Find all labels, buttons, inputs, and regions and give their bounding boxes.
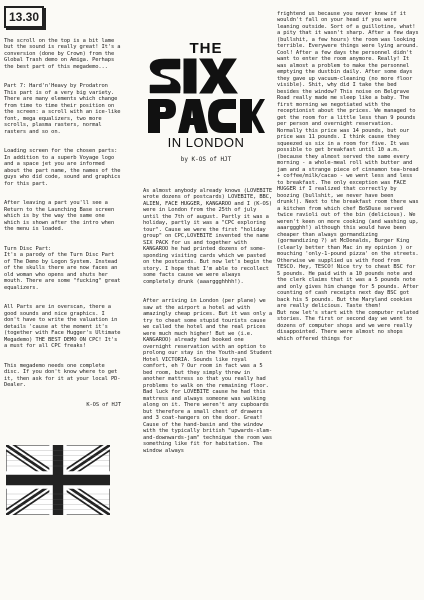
- byline: by K-OS of HJT: [180, 156, 232, 163]
- paragraph: After leaving a part you'll see a Return to the Launching Base screen which is by the way the same one which is shown after the intro when the menu is loaded.: [4, 200, 115, 232]
- paragraph: Part 7: Hard'n'Heavy by Prodatron This part is of a very big variety. There are many elements which change from time to time their position on the screen: a scroll with an ice-like font, mega equalizers, two more scrolls, plasma rasters, normal rasters and so on.: [4, 83, 121, 135]
- paragraph: As almost anybody already knows (LOVEBITE wrote dozens of postcards) LOVEBITE, BBC, ALIEN, FACE HUGGER, KANGAROO and I (K-OS) were in London from the 25th of july until the 7th of august. Partly it was a holiday, partly it was a "CPC exploring tour". Cause we were the first "holiday group" on CPC,LOVEBITE invented the name SIX PACK for us and together with KANGAROO he had printed dozens of some-sponding visiting cards which we pasted on the postcards. But now let's begin the story. I hope that I'm able to recollect some facts cause we were always completely drunk (aaarggghhhh!).: [143, 187, 272, 285]
- union-jack-flag-image: [6, 445, 110, 515]
- left-column: [4, 31, 121, 426]
- paragraph: All Parts are in overscan, there a good sounds and nice graphics. I don't have to write the valuation in details 'cause at the moment it's (together with Face Hugger's Ultimate Megademo) THE BEST DEMO ON CPC! It's a must for all CPC freaks!: [4, 304, 121, 349]
- six-pack-logo: [146, 57, 266, 135]
- paragraph: This megademo needs one complete disc. If you don't know where to get it, then ask for it at your local PD-Dealer.: [4, 362, 121, 388]
- paragraph: Loading screen for the chosen parts: In addition to a superb Voyage logo and a space jet you are informed about the part name, the names of the guys who did code, sound and graphics for this part.: [4, 148, 121, 187]
- paragraph: The scroll on the top is a bit lame but the sound is really great! It's a conversion (done by Crown) from the Global Trash demo on Amiga. Perhaps the best part of this megademo...: [4, 37, 121, 70]
- page-number: 13.30: [4, 6, 44, 28]
- author-signature: K-OS of HJT: [86, 401, 121, 408]
- article-title: [140, 40, 272, 176]
- paragraph: Turn Disc Part: It's a parody of the Turn Disc Part of The Demo by Logon System. Instead of the skulls there are now faces an old woman who opens and shuts her mouth. There are some "fucking" great equalizers.: [4, 245, 121, 291]
- paragraph: frightend us because you never knew if it wouldn't fall on your head if you were leaning outside. Sort of a guillotine, what! a pity that it wasn't sharp. After a few days (bullshit, a few hours) the room was looking terrible. Everywere things were lying around. Cool! After a few days the personnel didn't want to enter the room anymore. Really! It was almost a problem to make the personnel emptying the dustbin daily. After some days they gave up vacuum-cleaning (no more floor visible). Shit, why did I take the bed besides the window? This noise on Belgrave Road really made me sleep like a baby. The first morning we negotiated with the receptionist about the prices. We managed to get the room for a little less than 9 pounds per person and overnight reservation. Normally this price was 14 pounds, but our price was 11 pounds. I think cause they squeezed us six in a room for five. It was possible to get breakfast until 10 a.m. (because they almost served the same every morning - a whole-meal roll with butter and jam and a strange piece of cinnamon tea-bread + coffee/milk/cacao - we went less and less to breakfast. The only exception was FACE HUGGER if I realized that correctly by boozing (bullshit, we never have been drunk!). Next to the breakfast room there was a kitchen from which chef BoSDuse served twice ravioli out of the bin (delicious). We weren't keen on more cooking (and washing up, aaarggghh!) although this would have been cheaper than always gormandizing (gormandizing ?) at McDonalds, Burger King (clearly better than Mac in my opinion ) or mouching 'only-1-pound pizza' on the streets. Otherwise we supplied us with food from TESCO. Hey, TESCO! Nice try to cheat BSC for 5 pounds. He paid with a 10 pounds note and the clerk claims that it was a 5 pounds note and only gives him change for 5 pounds. After counting of cash receipts next day BSC got back his 5 pounds. But the Maryland cookies are really delicious. Taste them! But now let's start with the computer related stories. The first or second day we went to dozens of computer shops and we were really disappointed. There were almost no shops which offered things for: [277, 10, 419, 342]
- right-column: [277, 4, 420, 596]
- middle-column: [143, 181, 273, 596]
- paragraph: After arriving in London (per plane) we saw at the airport a hotel ad with amazingly cheap prices. But it was only a try to cheat some stupid tourists cause we called the hotel and the real prices were much much higher! But we (i.e. KANGAROO) already had booked one overnight reservation with an option to prolong our stay in the Youth-and Student Hotel VICTORIA. Sounds like royal comfort, eh ? Our room in fact was a 5 bed room, but they simply threw in another mattress so that you really had problems to walk on the remaining floor. Bad luck for LOVEBITE cause he had this mattress and always someone was walking along on it. There weren't any cupboards but therefore a small chest of drawers and 3 coat-hangers on the door. Great! Cause of the hand-basin and the window with the typically british "upwards-slam-and-downwards-jam" technique the room was something like fit for habitation. The window always: [143, 298, 272, 454]
- title-subtitle: IN LONDON: [167, 135, 245, 150]
- title-the: THE: [189, 40, 223, 57]
